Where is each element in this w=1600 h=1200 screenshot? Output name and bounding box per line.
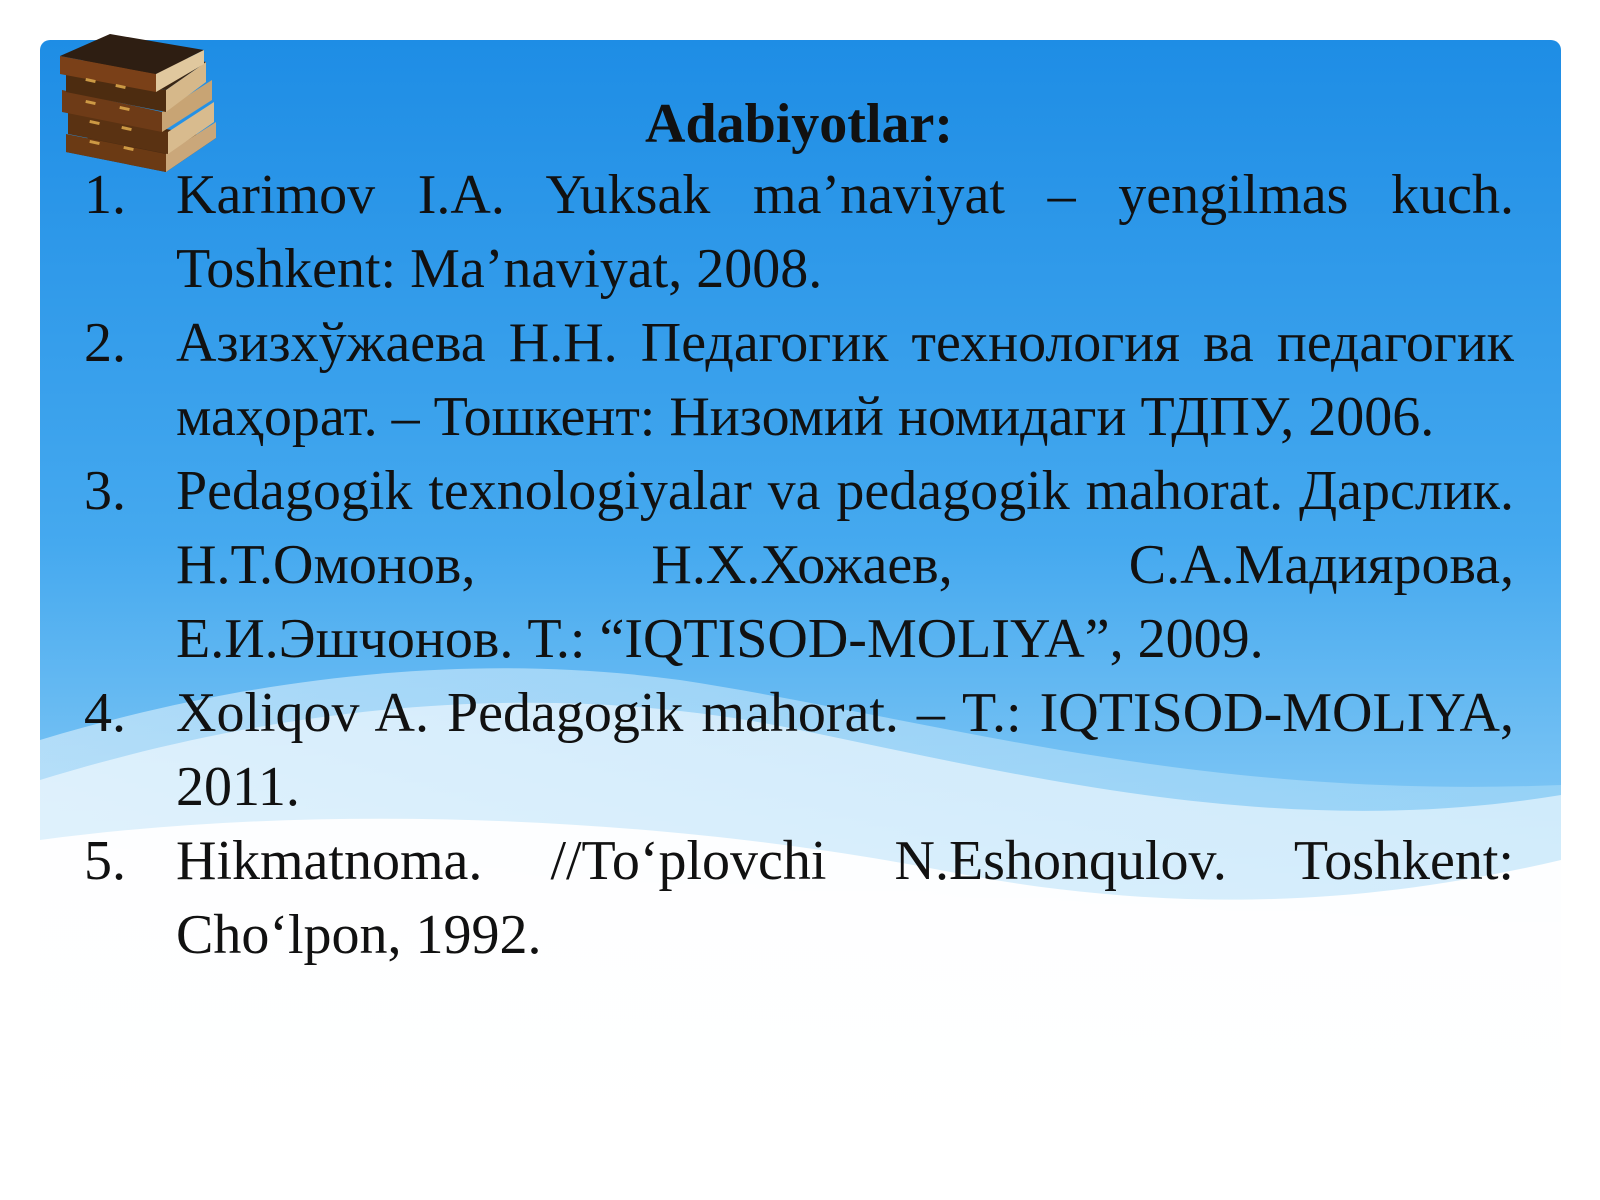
- reference-list: [84, 158, 1514, 972]
- reference-text: Xoliqov A. Pedagogik mahorat. – T.: IQTISOD-MOLIYA, 2011.: [176, 682, 1514, 818]
- reference-number: 4.: [84, 682, 126, 744]
- slide-title: [0, 92, 1600, 156]
- reference-text: Pedagogik texnologiyalar va pedagogik mahorat. Дарслик. Н.Т.Омонов, Н.Х.Хожаев, С.А.Мадиярова, Е.И.Эшчонов. Т.: “IQTISOD-MOLIYA”, 2009.: [176, 460, 1514, 670]
- slide-title-text: Adabiyotlar:: [645, 93, 953, 155]
- reference-number: 1.: [84, 164, 126, 226]
- reference-item-5: [84, 824, 1514, 972]
- reference-item-2: [84, 306, 1514, 454]
- reference-text: Hikmatnoma. //To‘plovchi N.Eshonqulov. Toshkent: Cho‘lpon, 1992.: [176, 830, 1514, 966]
- reference-number: 3.: [84, 460, 126, 522]
- reference-number: 2.: [84, 312, 126, 374]
- reference-number: 5.: [84, 830, 126, 892]
- reference-item-1: [84, 158, 1514, 306]
- reference-item-4: [84, 676, 1514, 824]
- reference-text: Азизхўжаева Н.Н. Педагогик технология ва педагогик маҳорат. – Тошкент: Низомий номидаги ТДПУ, 2006.: [176, 312, 1514, 448]
- reference-item-3: [84, 454, 1514, 676]
- reference-text: Karimov I.A. Yuksak ma’naviyat – yengilmas kuch. Toshkent: Ma’naviyat, 2008.: [176, 164, 1514, 300]
